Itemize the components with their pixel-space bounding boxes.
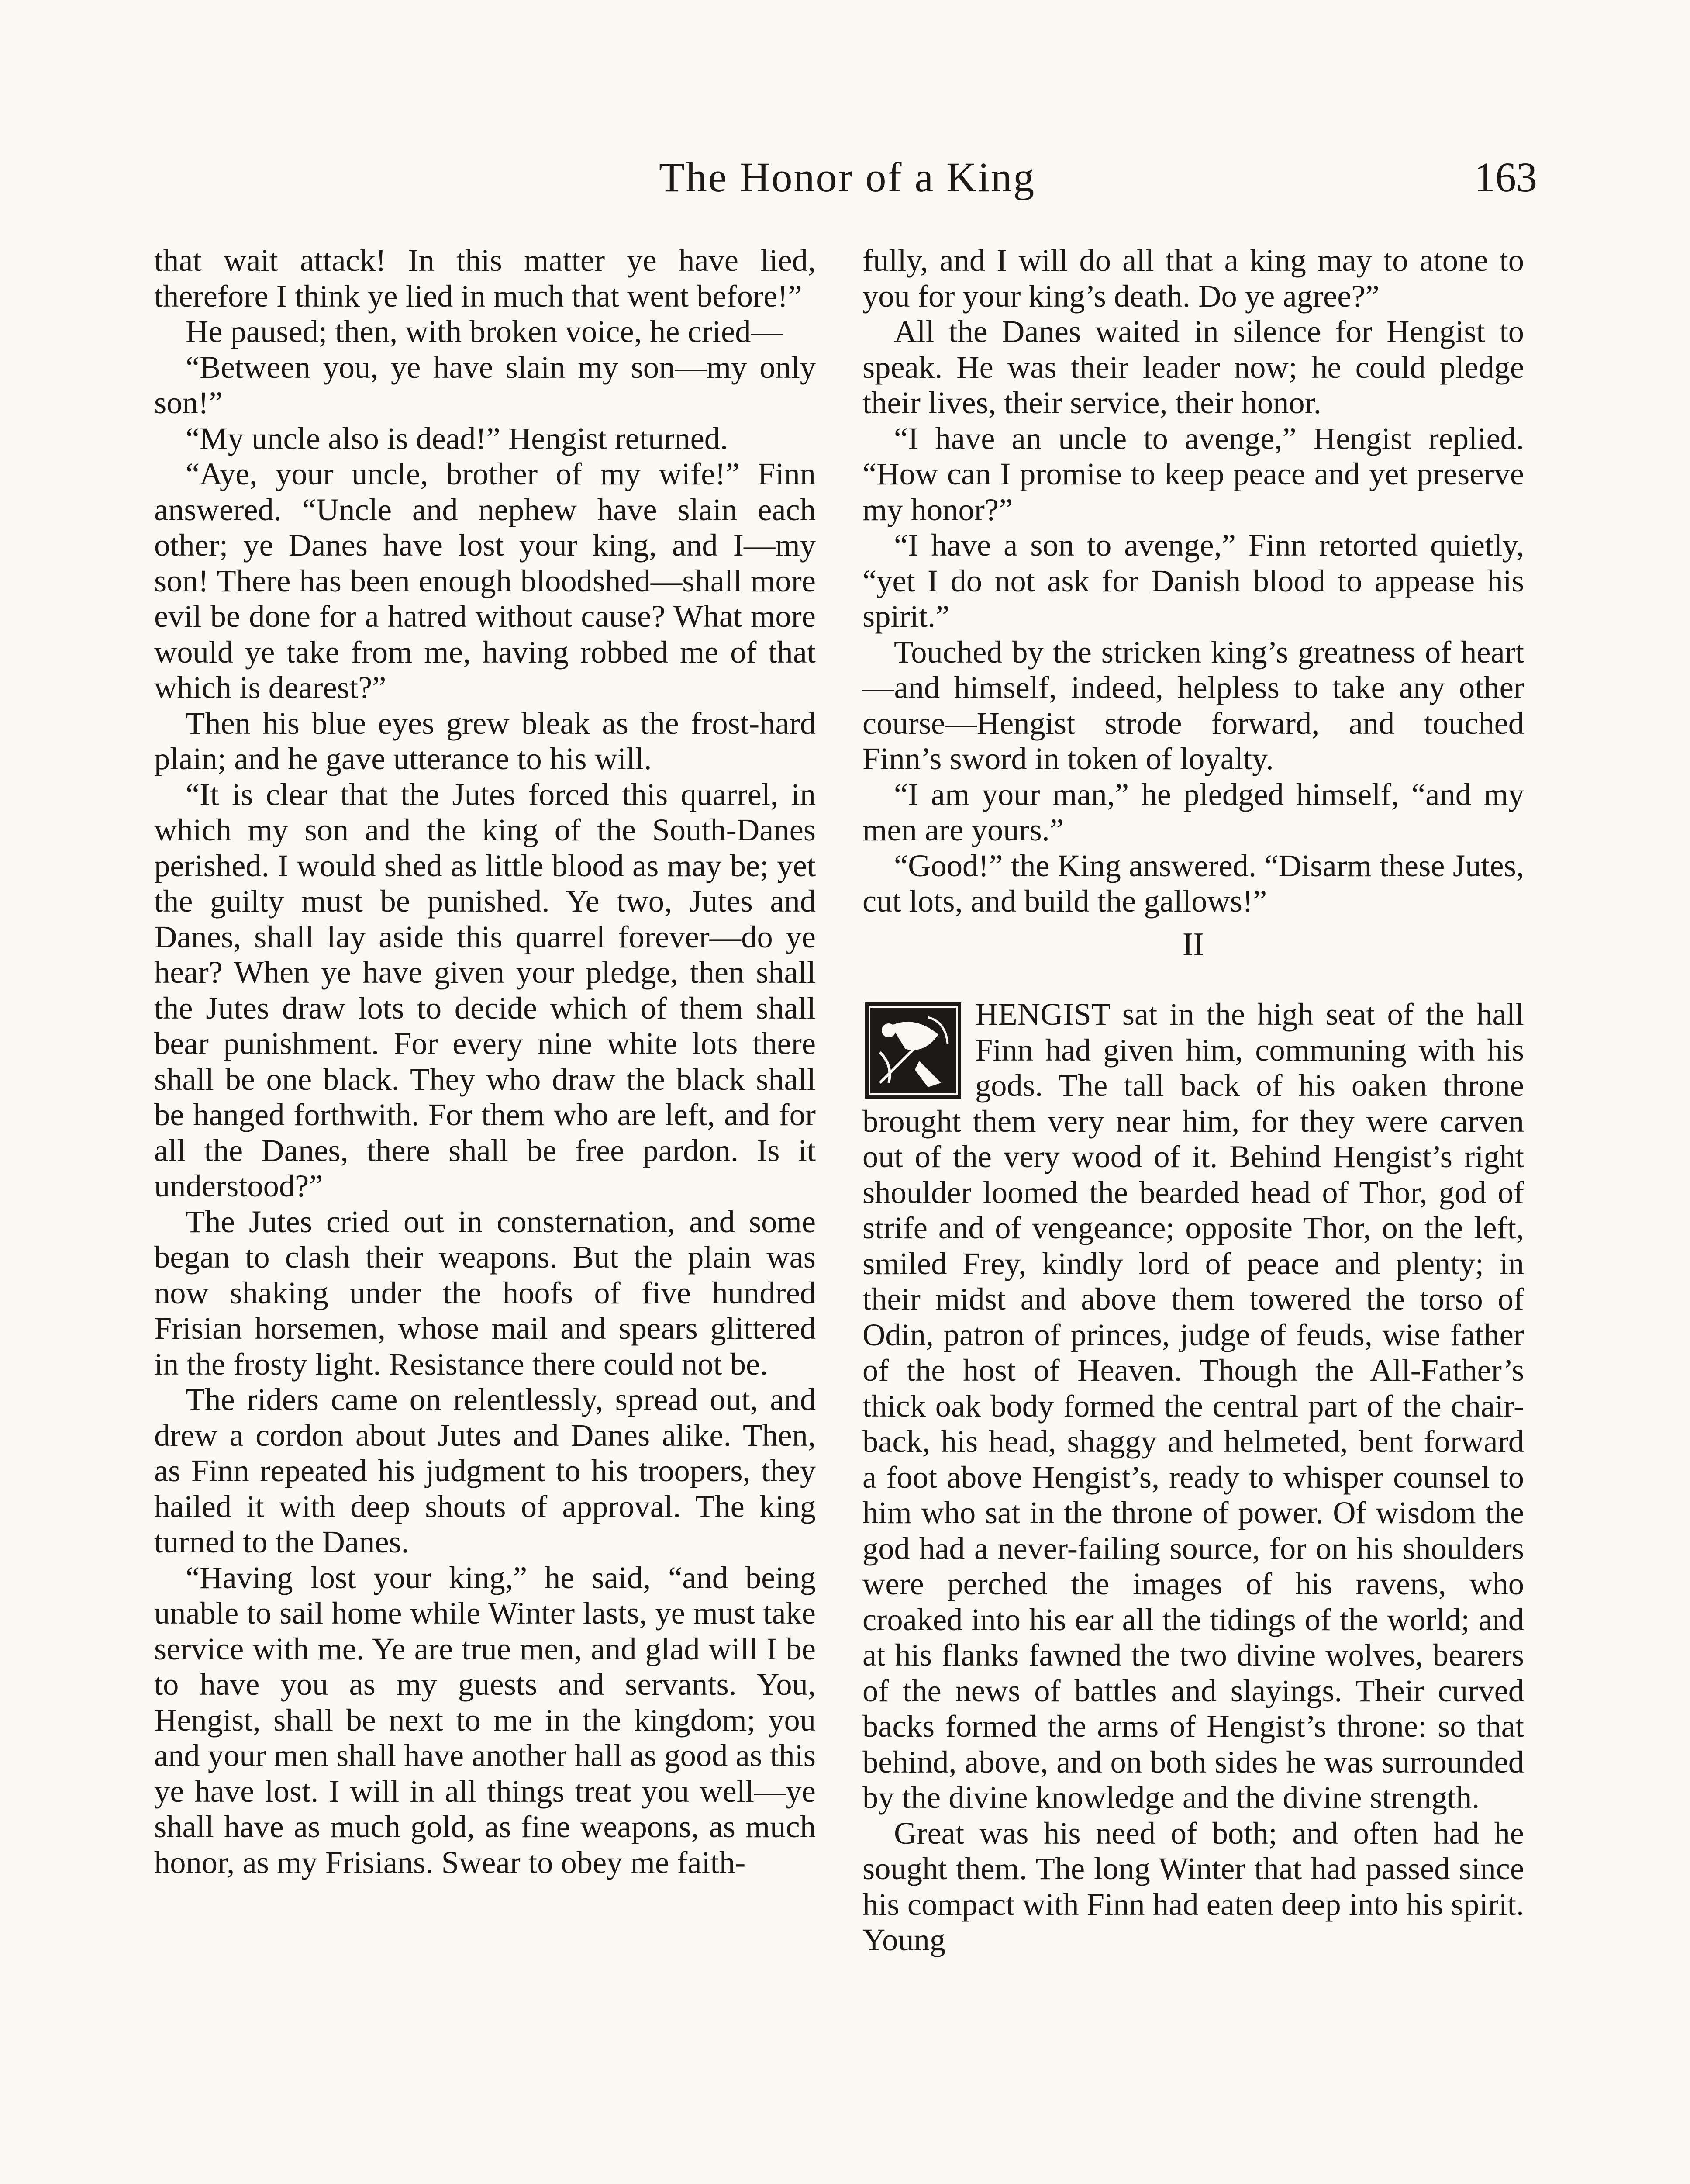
paragraph: “Good!” the King answered. “Disarm these Jutes, cut lots, and build the gallows!” <box>862 847 1524 919</box>
paragraph: that wait attack! In this matter ye have lied, therefore I think ye lied in much that went before!” <box>154 242 816 314</box>
page-header <box>157 149 1537 214</box>
running-title: The Honor of a King <box>659 154 1036 200</box>
paragraph: He paused; then, with broken voice, he cried— <box>186 314 783 349</box>
paragraph: fully, and I will do all that a king may to atone to you for your king’s death. Do ye agree?” <box>862 242 1524 314</box>
page-number: 163 <box>1474 154 1537 200</box>
ornamental-drop-cap-icon <box>862 1000 964 1101</box>
left-column <box>154 242 816 1880</box>
paragraph: “I am your man,” he pledged himself, “and my men are yours.” <box>862 776 1524 847</box>
paragraph: “Between you, ye have slain my son—my only son!” <box>154 349 816 420</box>
paragraph: “Aye, your uncle, brother of my wife!” Finn answered. “Uncle and nephew have slain each other; ye Danes have lost your king, and I—my son! There has been enough bloodshed—shall more evil be done for a hatred without cause? What more would ye take from me, having robbed me of that which is dearest?” <box>154 456 816 705</box>
paragraph: Touched by the stricken king’s greatness of heart—and himself, indeed, helpless to take any other course—Hengist strode forward, and touched Finn’s sword in token of loyalty. <box>862 634 1524 776</box>
paragraph: The Jutes cried out in consternation, and some began to clash their weapons. But the plain was now shaking under the hoofs of five hundred Frisian horsemen, whose mail and spears glittered in the frosty light. Resistance there could not be. <box>154 1203 816 1382</box>
right-column-bottom <box>862 996 1524 1958</box>
paragraph: “Having lost your king,” he said, “and being unable to sail home while Winter lasts, ye must take service with me. Ye are true men, and glad will I be to have you as my guests and servants. You, Hengist, shall be next to me in the kingdom; you and your men shall have another hall as good as this ye have lost. I will in all things treat you well—ye shall have as much gold, as fine weapons, as much honor, as my Frisians. Swear to obey me faith- <box>154 1559 816 1880</box>
paragraph: HENGIST sat in the high seat of the hall Finn had given him, communing with his gods. The tall back of his oaken throne brought them very near him, for they were carven out of the very wood of it. Behind Hengist’s right shoulder loomed the bearded head of Thor, god of strife and of vengeance; opposite Thor, on the left, smiled Frey, kindly lord of peace and plenty; in their midst and above them towered the torso of Odin, patron of princes, judge of feuds, wise father of the host of Heaven. Though the All-Father’s thick oak body formed the central part of the chair-back, his head, shaggy and helmeted, bent forward a foot above Hengist’s, ready to whisper counsel to him who sat in the throne of power. Of wisdom the god had a never-failing source, for on his shoulders were perched the images of his ravens, who croaked into his ear all the tidings of the world; and at his flanks fawned the two divine wolves, bearers of the news of battles and slayings. Their curved backs formed the arms of Hengist’s throne: so that behind, above, and on both sides he was surrounded by the divine knowledge and the divine strength. <box>862 996 1524 1815</box>
right-column <box>862 242 1524 1958</box>
paragraph: “I have a son to avenge,” Finn retorted quietly, “yet I do not ask for Danish blood to appease his spirit.” <box>862 527 1524 634</box>
section-heading: II <box>1182 926 1204 962</box>
paragraph: All the Danes waited in silence for Hengist to speak. He was their leader now; he could pledge their lives, their service, their honor. <box>862 314 1524 420</box>
paragraph: The riders came on relentlessly, spread out, and drew a cordon about Jutes and Danes alike. Then, as Finn repeated his judgment to his troopers, they hailed it with deep shouts of approval. The king turned to the Danes. <box>154 1382 816 1559</box>
right-column-top <box>862 242 1524 919</box>
paragraph: “It is clear that the Jutes forced this quarrel, in which my son and the king of the South-Danes perished. I would shed as little blood as may be; yet the guilty must be punished. Ye two, Jutes and Danes, shall lay aside this quarrel forever—do ye hear? When ye have given your pledge, then shall the Jutes draw lots to decide which of them shall bear punishment. For every nine white lots there shall be one black. They who draw the black shall be hanged forthwith. For them who are left, and for all the Danes, there shall be free pardon. Is it understood?” <box>154 776 816 1203</box>
paragraph: “I have an uncle to avenge,” Hengist replied. “How can I promise to keep peace and yet preserve my honor?” <box>862 420 1524 527</box>
paragraph: Then his blue eyes grew bleak as the frost-hard plain; and he gave utterance to his will. <box>154 705 816 776</box>
paragraph: Great was his need of both; and often had he sought them. The long Winter that had passed since his compact with Finn had eaten deep into his spirit. Young <box>862 1815 1524 1957</box>
paragraph: “My uncle also is dead!” Hengist returned. <box>186 420 728 456</box>
